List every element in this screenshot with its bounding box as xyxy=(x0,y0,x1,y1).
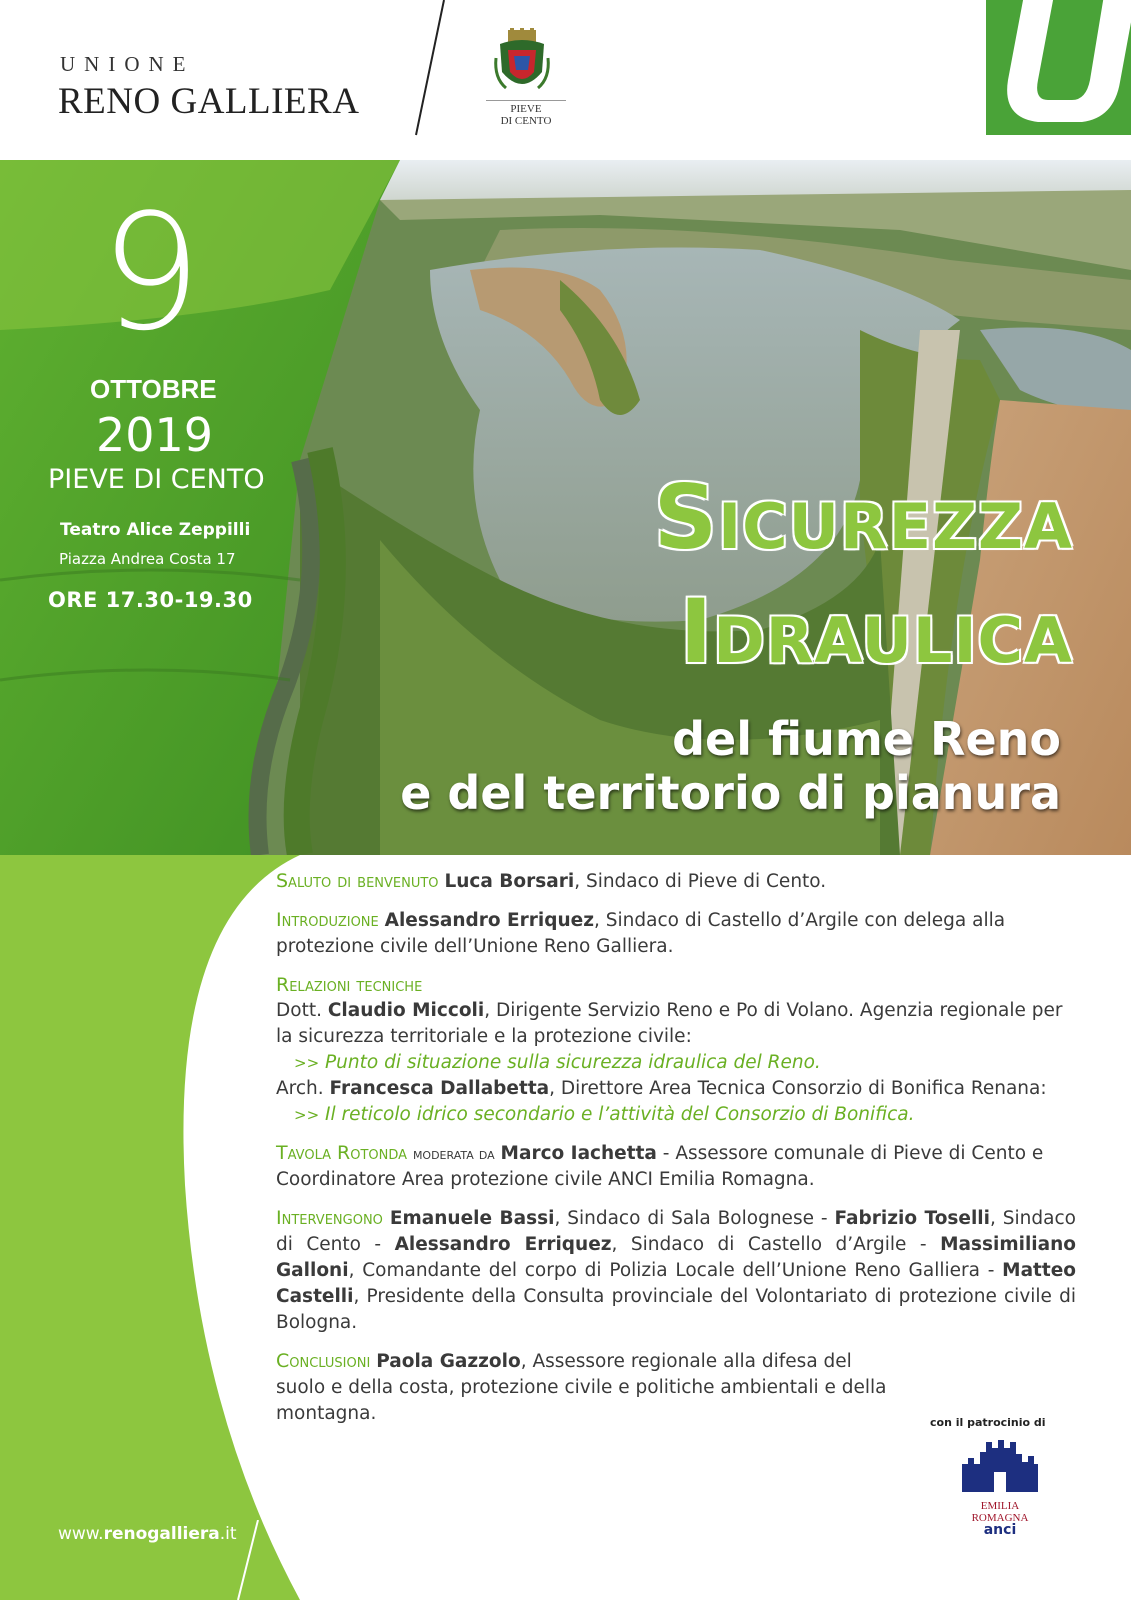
program-roundtable xyxy=(276,1140,1076,1193)
website-domain: renogalliera xyxy=(103,1524,220,1544)
speaker-1-role: , Dirigente Servizio Reno e Po di Volano. Agenzia regionale per la sicurezza territoriale e la protezione civile: xyxy=(276,1000,1063,1047)
title-line-2: Idraulica xyxy=(679,580,1073,683)
conclusions-label: Conclusioni xyxy=(276,1350,371,1372)
program xyxy=(276,868,1076,1439)
welcome-label: Saluto di benvenuto xyxy=(276,870,439,892)
speaker-role: , Sindaco di Castello d’Argile - xyxy=(611,1234,941,1255)
speaker-role: , Presidente della Consulta provinciale del Volontariato di protezione civile di Bologna. xyxy=(276,1286,1076,1333)
website-link[interactable] xyxy=(58,1524,237,1544)
speaker-1-name: Claudio Miccoli xyxy=(327,1000,485,1021)
program-welcome xyxy=(276,868,1076,895)
speaker-name: Matteo Castelli xyxy=(276,1260,1076,1307)
anci-label-line2: ROMAGNA xyxy=(971,1512,1029,1524)
event-address: Piazza Andrea Costa 17 xyxy=(59,550,236,568)
technical-speaker-2 xyxy=(276,1076,1076,1102)
technical-label: Relazioni tecniche xyxy=(276,974,423,996)
speakers-label: Intervengono xyxy=(276,1207,383,1229)
anci-castle-icon xyxy=(960,1434,1040,1494)
divider-slash xyxy=(410,0,450,140)
anci-label-line1: EMILIA xyxy=(980,1500,1020,1512)
anci-label xyxy=(950,1500,1050,1536)
org-label-top: UNIONE xyxy=(60,52,195,76)
event-place: PIEVE DI CENTO xyxy=(48,464,265,495)
org-name: RENO GALLIERA xyxy=(58,81,360,122)
program-conclusions xyxy=(276,1348,896,1427)
roundtable-label: Tavola Rotonda xyxy=(276,1142,408,1164)
speaker-2-title: Arch. xyxy=(276,1078,324,1099)
pieve-crest-icon xyxy=(492,28,552,98)
event-month: OTTOBRE xyxy=(90,374,217,404)
speaker-name: Alessandro Erriquez xyxy=(394,1234,612,1255)
event-venue: Teatro Alice Zeppilli xyxy=(60,520,251,540)
pieve-label-line1: PIEVE xyxy=(510,103,542,115)
speaker-1-topic-text: Punto di situazione sulla sicurezza idraulica del Reno. xyxy=(325,1052,821,1073)
u-logo-icon xyxy=(986,0,1131,135)
technical-speaker-1 xyxy=(276,998,1076,1050)
speaker-name: Fabrizio Toselli xyxy=(834,1208,990,1229)
conclusions-name: Paola Gazzolo xyxy=(376,1351,521,1372)
patronage-label: con il patrocinio di xyxy=(930,1416,1046,1429)
event-day: 9 xyxy=(100,179,202,366)
website-prefix: www. xyxy=(58,1524,104,1544)
divider-slash xyxy=(232,1520,262,1600)
speaker-name: Emanuele Bassi xyxy=(389,1208,555,1229)
intro-label: Introduzione xyxy=(276,909,379,931)
website-suffix: .it xyxy=(219,1524,237,1544)
roundtable-moderator-label: moderata da xyxy=(412,1144,495,1163)
arrow-icon: >> xyxy=(294,1106,320,1124)
pieve-label-line2: DI CENTO xyxy=(500,115,552,127)
welcome-text: , Sindaco di Pieve di Cento. xyxy=(574,871,827,892)
speaker-2-name: Francesca Dallabetta xyxy=(329,1078,550,1099)
arrow-icon: >> xyxy=(294,1054,320,1072)
intro-name: Alessandro Erriquez xyxy=(384,910,594,931)
title-line-1: Sicurezza xyxy=(653,466,1073,569)
event-hours: ORE 17.30-19.30 xyxy=(48,588,253,612)
speaker-role: , Sindaco di Sala Bolognese - xyxy=(554,1208,835,1229)
speaker-2-topic xyxy=(276,1102,1076,1128)
speaker-role: , Comandante del corpo di Polizia Locale dell’Unione Reno Galliera - xyxy=(348,1260,1003,1281)
title-line-4: e del territorio di pianura xyxy=(400,766,1061,820)
pieve-label xyxy=(486,100,566,127)
program-speakers xyxy=(276,1205,1076,1336)
intro-text: , Sindaco di Castello d’Argile con delega alla protezione civile dell’Unione Reno Galliera. xyxy=(276,910,1006,957)
roundtable-name: Marco Iachetta xyxy=(500,1143,657,1164)
title-line-3: del fiume Reno xyxy=(672,712,1061,766)
roundtable-text: - Assessore comunale di Pieve di Cento e Coordinatore Area protezione civile ANCI Emilia Romagna. xyxy=(276,1143,1044,1190)
welcome-name: Luca Borsari xyxy=(444,871,575,892)
program-intro xyxy=(276,907,1076,960)
speaker-name: Massimiliano Galloni xyxy=(276,1234,1076,1281)
program-technical xyxy=(276,972,1076,1128)
conclusions-text: , Assessore regionale alla difesa del suolo e della costa, protezione civile e politiche ambientali e della montagna. xyxy=(276,1351,887,1424)
speaker-2-topic-text: Il reticolo idrico secondario e l’attività del Consorzio di Bonifica. xyxy=(325,1104,915,1125)
event-year: 2019 xyxy=(96,408,214,462)
speaker-1-title: Dott. xyxy=(276,1000,322,1021)
speaker-role: , Sindaco di Cento - xyxy=(276,1208,1076,1255)
speaker-2-role: , Direttore Area Tecnica Consorzio di Bonifica Renana: xyxy=(549,1078,1047,1099)
speaker-1-topic xyxy=(276,1050,1076,1076)
anci-label-line3: anci xyxy=(983,1522,1017,1538)
